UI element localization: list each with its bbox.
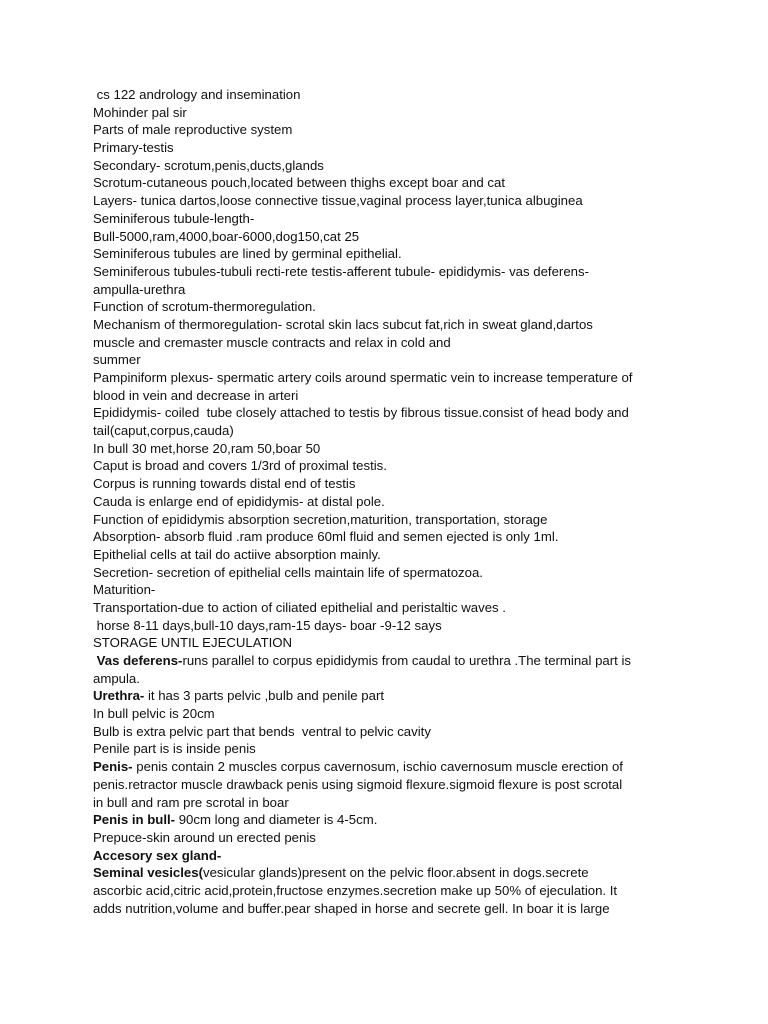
text-line: In bull pelvic is 20cm <box>93 706 215 722</box>
text-line: Seminiferous tubules are lined by germinal epithelial. <box>93 246 402 262</box>
text-line: blood in vein and decrease in arteri <box>93 387 299 403</box>
text-line: adds nutrition,volume and buffer.pear shaped in horse and secrete gell. In boar it is large <box>93 900 610 916</box>
text-line: ampulla-urethra <box>93 281 186 297</box>
text-line: Scrotum-cutaneous pouch,located between thighs except boar and cat <box>93 175 506 191</box>
penis-term: Penis- <box>93 759 133 775</box>
seminal-term: Seminal vesicles( <box>93 865 203 881</box>
urethra-text: it has 3 parts pelvic ,bulb and penile part <box>144 688 385 704</box>
text-line: Pampiniform plexus- spermatic artery coils around spermatic vein to increase temperature of <box>93 370 633 385</box>
text-line: Penile part is is inside penis <box>93 741 256 757</box>
text-line: Function of scrotum-thermoregulation. <box>93 299 316 315</box>
text-line: Mohinder pal sir <box>93 104 187 120</box>
text-line: horse 8-11 days,bull-10 days,ram-15 days- boar -9-12 says <box>93 617 442 633</box>
text-line: Prepuce-skin around un erected penis <box>93 829 316 845</box>
text-line: ampula. <box>93 670 140 686</box>
text-line: Seminiferous tubule-length- <box>93 210 255 226</box>
text-line: tail(caput,corpus,cauda) <box>93 423 234 439</box>
urethra-term: Urethra- <box>93 688 145 704</box>
text-line: Epithelial cells at tail do actiive absorption mainly. <box>93 546 381 562</box>
text-line: Bull-5000,ram,4000,boar-6000,dog150,cat 25 <box>93 228 360 244</box>
vas-deferens-term: Vas deferens- <box>93 653 183 668</box>
document-body <box>93 86 693 917</box>
text-line: Bulb is extra pelvic part that bends ventral to pelvic cavity <box>93 723 431 739</box>
text-line: Corpus is running towards distal end of testis <box>93 476 356 492</box>
text-line: Mechanism of thermoregulation- scrotal skin lacs subcut fat,rich in sweat gland,dartos <box>93 316 593 332</box>
penis-bull-text: 90cm long and diameter is 4-5cm. <box>175 812 378 828</box>
penis-bull-term: Penis in bull- <box>93 812 176 828</box>
text-line: in bull and ram pre scrotal in boar <box>93 794 289 810</box>
vas-deferens-text: runs parallel to corpus epididymis from caudal to urethra .The terminal part is <box>182 653 632 668</box>
text-line: penis.retractor muscle drawback penis using sigmoid flexure.sigmoid flexure is post scrotal <box>93 776 623 792</box>
text-line: Caput is broad and covers 1/3rd of proximal testis. <box>93 458 387 474</box>
text-line: Cauda is enlarge end of epididymis- at distal pole. <box>93 493 385 509</box>
text-line: ascorbic acid,citric acid,protein,fructose enzymes.secretion make up 50% of ejeculation. It <box>93 882 618 898</box>
accessory-heading-line <box>93 847 693 865</box>
text-line: Parts of male reproductive system <box>93 122 293 138</box>
penis-bull-line <box>93 811 693 829</box>
text-line: Primary-testis <box>93 140 174 156</box>
seminal-line <box>93 864 693 882</box>
urethra-line <box>93 687 693 705</box>
text-line: Absorption- absorb fluid .ram produce 60ml fluid and semen ejected is only 1ml. <box>93 529 559 545</box>
text-line: Epididymis- coiled tube closely attached to testis by fibrous tissue.consist of head body and <box>93 405 629 421</box>
text-line: In bull 30 met,horse 20,ram 50,boar 50 <box>93 440 321 456</box>
text-line: STORAGE UNTIL EJECULATION <box>93 635 293 651</box>
penis-text: penis contain 2 muscles corpus cavernosum, ischio cavernosum muscle erection of <box>132 759 623 775</box>
penis-line <box>93 758 693 776</box>
accessory-heading: Accesory sex gland- <box>93 847 222 863</box>
text-line: Maturition- <box>93 582 156 598</box>
text-line: Function of epididymis absorption secretion,maturition, transportation, storage <box>93 511 548 527</box>
text-line: Seminiferous tubules-tubuli recti-rete testis-afferent tubule- epididymis- vas deferens- <box>93 263 589 279</box>
text-line: summer <box>93 352 141 368</box>
seminal-text: vesicular glands)present on the pelvic floor.absent in dogs.secrete <box>202 865 589 881</box>
text-line: Secondary- scrotum,penis,ducts,glands <box>93 157 324 173</box>
text-line: Layers- tunica dartos,loose connective tissue,vaginal process layer,tunica albuginea <box>93 193 583 209</box>
text-line: Transportation-due to action of ciliated epithelial and peristaltic waves . <box>93 599 506 615</box>
text-line: Secretion- secretion of epithelial cells maintain life of spermatozoa. <box>93 564 483 580</box>
text-line: cs 122 andrology and insemination <box>93 87 301 102</box>
text-line: muscle and cremaster muscle contracts and relax in cold and <box>93 334 451 350</box>
vas-deferens-line <box>93 652 693 670</box>
